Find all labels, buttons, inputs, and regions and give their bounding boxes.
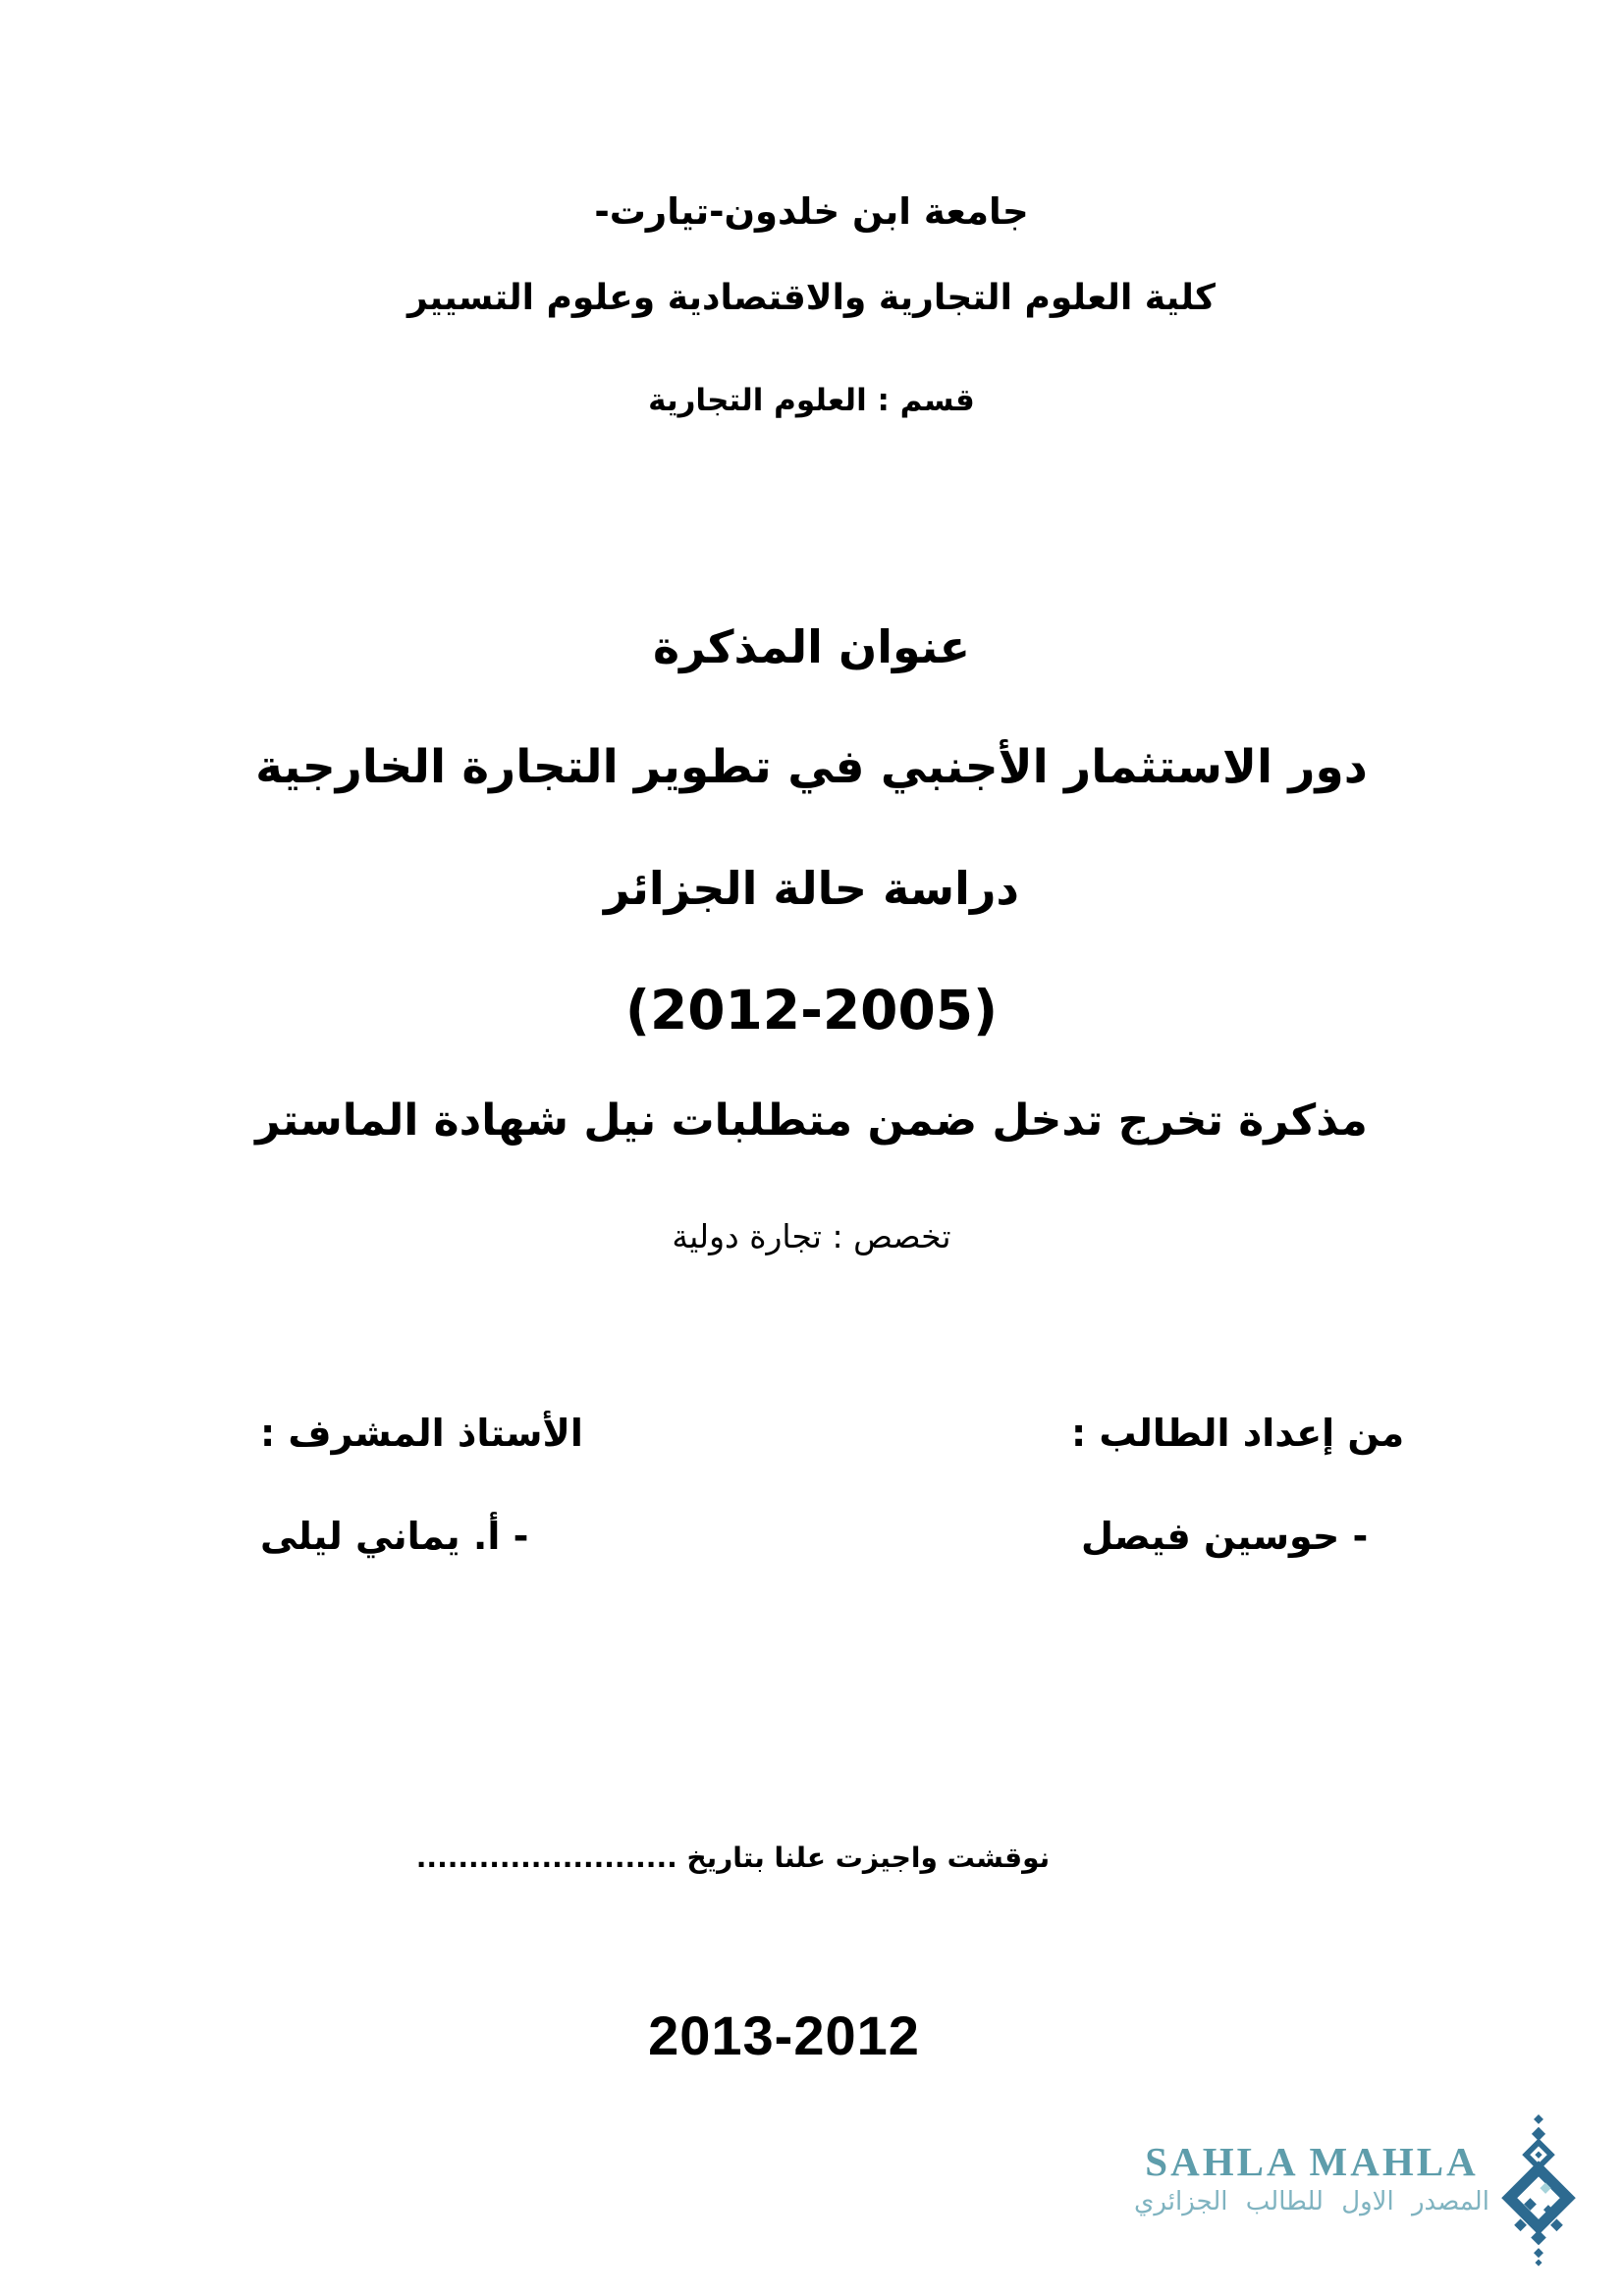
memo-title-heading: عنوان المذكرة xyxy=(652,620,971,673)
student-label: من إعداد الطالب : xyxy=(1071,1412,1405,1455)
faculty-name: كلية العلوم التجارية والاقتصادية وعلوم التسيير xyxy=(407,278,1216,318)
student-name: - حوسين فيصل xyxy=(1081,1515,1369,1558)
university-name: جامعة ابن خلدون-تيارت- xyxy=(594,190,1029,233)
sahla-mahla-logo-tagline: المصدر الاول للطالب الجزائري xyxy=(1134,2187,1489,2216)
department-name: قسم : العلوم التجارية xyxy=(648,383,975,418)
sahla-mahla-logo-text xyxy=(1125,2138,1498,2216)
defense-date-line: نوقشت واجيزت علنا بتاريخ ......................... xyxy=(415,1842,1051,1874)
academic-year: 2013-2012 xyxy=(648,2004,920,2066)
sahla-mahla-logo-name: SAHLA MAHLA xyxy=(1145,2139,1479,2184)
thesis-title: دور الاستثمار الأجنبي في تطوير التجارة الخارجية xyxy=(255,740,1368,794)
study-period: (2012-2005) xyxy=(624,979,999,1041)
sahla-mahla-logo-icon xyxy=(1496,2114,1581,2268)
sahla-mahla-logo xyxy=(1119,2110,1610,2287)
specialty: تخصص : تجارة دولية xyxy=(672,1217,951,1255)
supervisor-label: الأستاذ المشرف : xyxy=(260,1412,583,1455)
supervisor-name: - أ. يماني ليلى xyxy=(260,1515,529,1558)
thesis-subtitle: دراسة حالة الجزائر xyxy=(603,862,1020,915)
thesis-type: مذكرة تخرج تدخل ضمن متطلبات نيل شهادة الماستر xyxy=(255,1095,1368,1146)
